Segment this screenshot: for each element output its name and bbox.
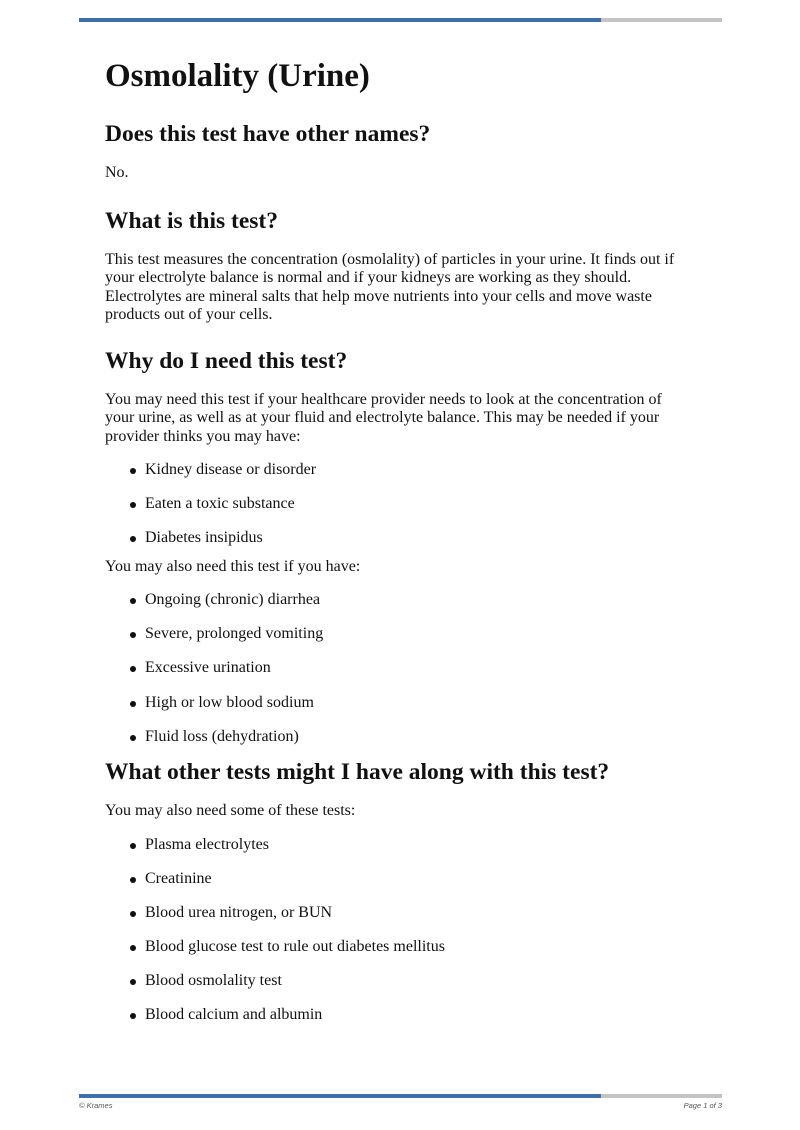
list-item: Blood urea nitrogen, or BUN: [105, 904, 695, 938]
list-item: Severe, prolonged vomiting: [105, 625, 695, 659]
document-body: [105, 54, 695, 1041]
page-title: Osmolality (Urine): [105, 58, 370, 94]
header-rule-grey: [601, 18, 722, 22]
why-need-list-1: [105, 461, 695, 564]
header-rule-accent: [79, 18, 601, 22]
why-need-list-2: [105, 591, 695, 762]
footer-page-number: Page 1 of 3: [683, 1101, 722, 1110]
list-item: Excessive urination: [105, 659, 695, 693]
list-item: High or low blood sodium: [105, 694, 695, 728]
list-item: Blood osmolality test: [105, 972, 695, 1006]
other-tests-list: [105, 836, 695, 1041]
list-item: Kidney disease or disorder: [105, 461, 695, 495]
list-item: Diabetes insipidus: [105, 529, 695, 563]
list-item: Blood calcium and albumin: [105, 1006, 695, 1040]
footer-copyright: © Krames: [79, 1101, 113, 1110]
footer-rule-grey: [601, 1094, 722, 1098]
list-item: Eaten a toxic substance: [105, 495, 695, 529]
why-need-intro: You may need this test if your healthcare provider needs to look at the concentration of your urine, as well as at your fluid and electrolyte balance. This may be needed if your provider thinks you may have:: [105, 390, 662, 445]
why-need-also: You may also need this test if you have:: [105, 557, 361, 575]
what-is-text: This test measures the concentration (osmolality) of particles in your urine. It finds out if your electrolyte balance is normal and if your kidneys are working as they should. Electrolytes are mineral salts that help move nutrients into your cells and move waste products out of your cells.: [105, 250, 675, 323]
list-item: Blood glucose test to rule out diabetes mellitus: [105, 938, 695, 972]
footer-rule-accent: [79, 1094, 601, 1098]
list-item: Ongoing (chronic) diarrhea: [105, 591, 695, 625]
list-item: Fluid loss (dehydration): [105, 728, 695, 762]
other-names-text: No.: [105, 164, 129, 181]
heading-why-need: Why do I need this test?: [105, 347, 348, 374]
list-item: Creatinine: [105, 870, 695, 904]
heading-what-is: What is this test?: [105, 207, 278, 234]
footer-rule: [79, 1094, 722, 1098]
other-tests-intro: You may also need some of these tests:: [105, 802, 356, 819]
header-rule: [79, 18, 722, 22]
heading-other-tests: What other tests might I have along with this test?: [105, 759, 610, 785]
list-item: Plasma electrolytes: [105, 836, 695, 870]
heading-other-names: Does this test have other names?: [105, 121, 431, 147]
